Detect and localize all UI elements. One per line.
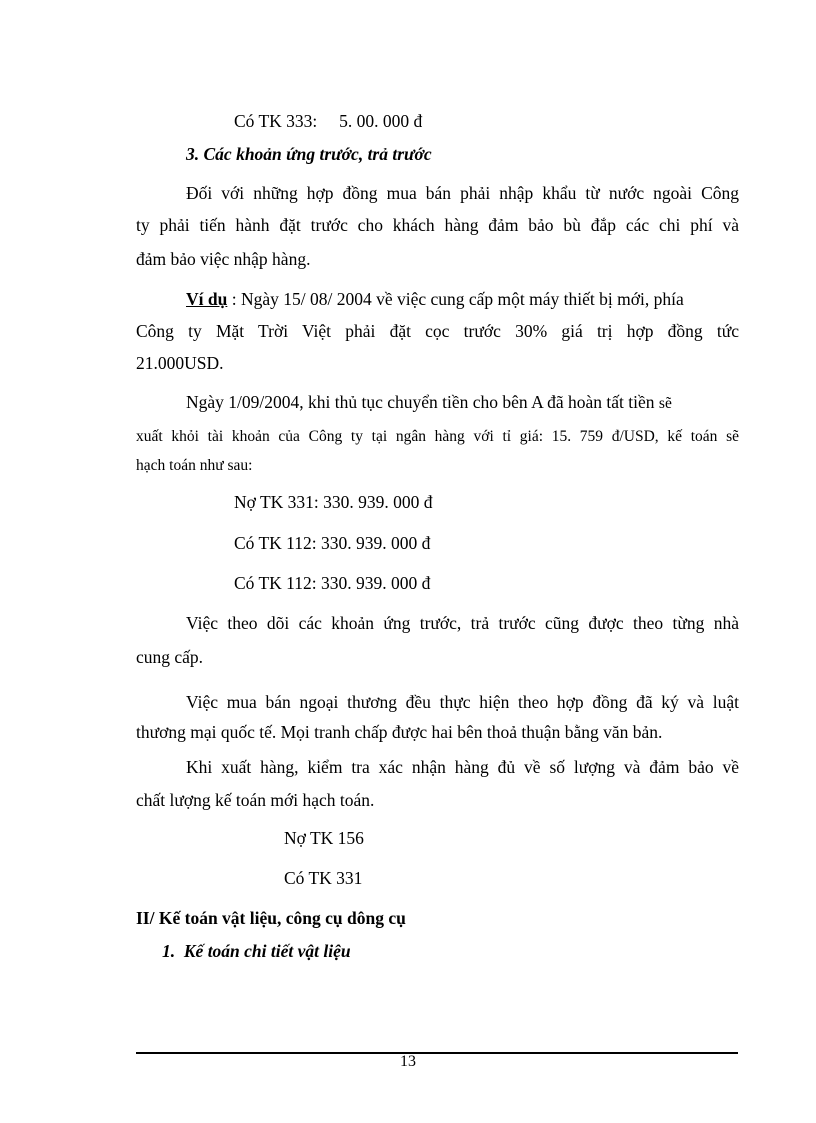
paragraph-line: 21.000USD. xyxy=(136,353,224,373)
entry-line: Nợ TK 331: 330. 939. 000 đ xyxy=(234,492,433,512)
paragraph-line xyxy=(186,288,739,310)
paragraph-line: hạch toán như sau: xyxy=(136,457,253,474)
entry-line: Nợ TK 156 xyxy=(284,828,364,848)
paragraph-line: Việc mua bán ngoại thương đều thực hiện theo hợp đồng đã ký và luật xyxy=(186,692,739,712)
paragraph-line: Đối với những hợp đồng mua bán phải nhập khẩu từ nước ngoài Công xyxy=(186,183,739,203)
subsection-heading: 1. Kế toán chi tiết vật liệu xyxy=(162,941,351,961)
entry-line: Có TK 331 xyxy=(284,868,363,888)
page-number: 13 xyxy=(400,1053,416,1070)
paragraph-line xyxy=(186,391,672,415)
section-heading: 3. Các khoản ứng trước, trả trước xyxy=(186,144,432,164)
paragraph-line: Công ty Mặt Trời Việt phải đặt cọc trước 30% giá trị hợp đồng tức xyxy=(136,321,739,341)
paragraph-line: ty phải tiến hành đặt trước cho khách hàng đảm bảo bù đắp các chi phí và xyxy=(136,215,739,235)
paragraph-text: Ngày 1/09/2004, khi thủ tục chuyển tiền cho bên A đã hoàn tất tiền xyxy=(186,392,655,412)
paragraph-line: cung cấp. xyxy=(136,647,204,667)
paragraph-text: sẽ xyxy=(658,395,672,412)
paragraph-line: Khi xuất hàng, kiểm tra xác nhận hàng đủ về số lượng và đảm bảo về xyxy=(186,757,739,777)
paragraph-line: đảm bảo việc nhập hàng. xyxy=(136,249,311,269)
section-heading: II/ Kế toán vật liệu, công cụ dông cụ xyxy=(136,908,406,928)
entry-line: Có TK 112: 330. 939. 000 đ xyxy=(234,533,431,553)
entry-line: Có TK 112: 330. 939. 000 đ xyxy=(234,573,431,593)
paragraph-line: xuất khỏi tài khoản của Công ty tại ngân hàng với tỉ giá: 15. 759 đ/USD, kế toán sẽ xyxy=(136,428,739,445)
paragraph-line: chất lượng kế toán mới hạch toán. xyxy=(136,790,375,810)
paragraph-line: thương mại quốc tế. Mọi tranh chấp được hai bên thoả thuận bằng văn bản. xyxy=(136,722,663,742)
entry-line: Có TK 333: 5. 00. 000 đ xyxy=(234,111,423,131)
paragraph-text: : Ngày 15/ 08/ 2004 về việc cung cấp một máy thiết bị mới, phía xyxy=(227,289,684,309)
paragraph-line: Việc theo dõi các khoản ứng trước, trả trước cũng được theo từng nhà xyxy=(186,613,739,633)
example-label: Ví dụ xyxy=(186,289,228,309)
